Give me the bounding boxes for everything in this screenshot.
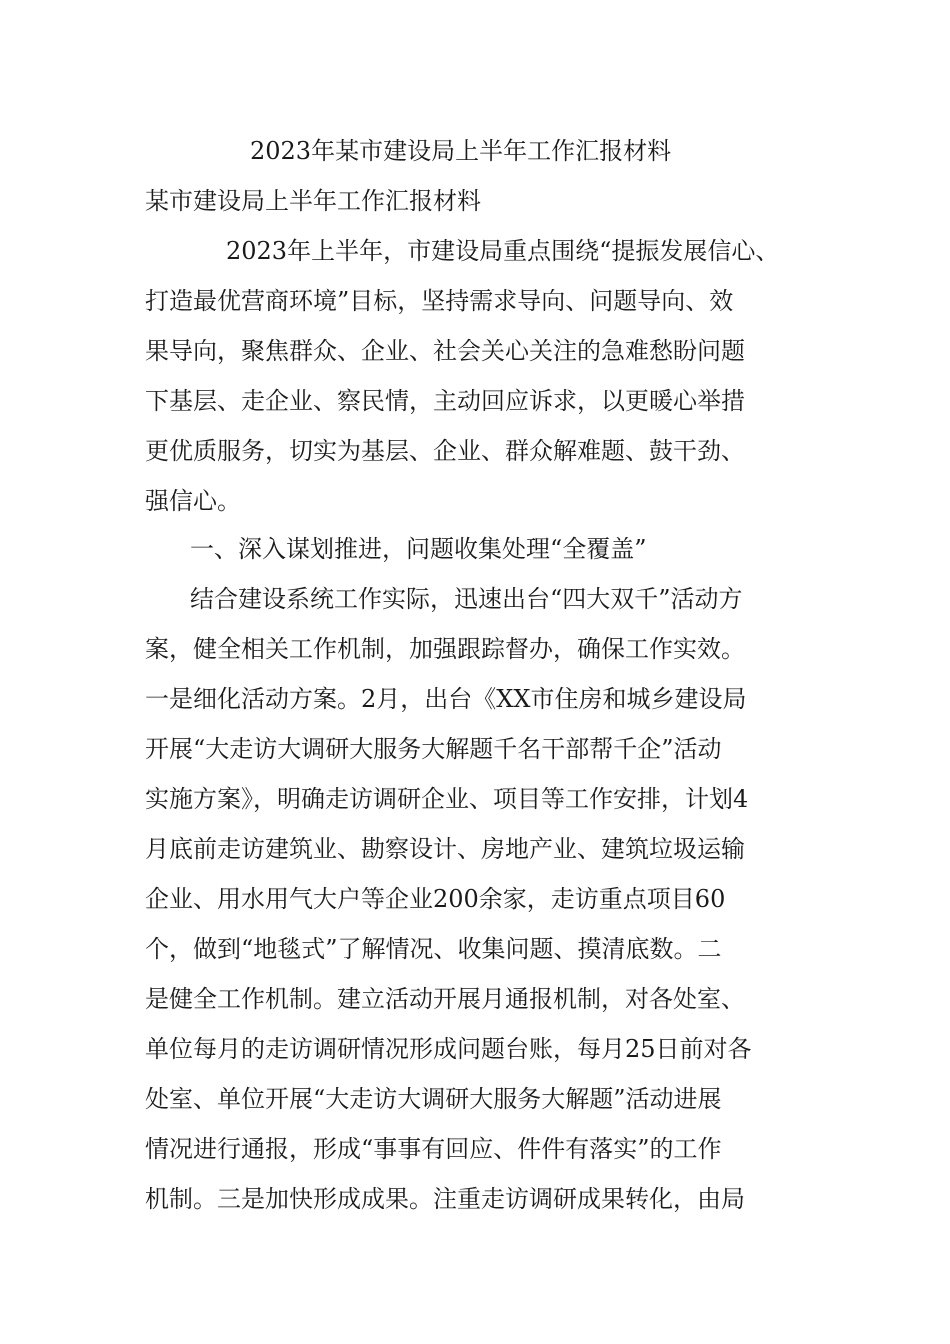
paragraph-line: 下基层、走企业、察民情，主动回应诉求，以更暖心举措: [145, 387, 745, 415]
paragraph-line: 果导向，聚焦群众、企业、社会关心关注的急难愁盼问题: [145, 337, 745, 365]
paragraph-line: 强信心。: [145, 487, 241, 515]
paragraph-line: 一是细化活动方案。2月，出台《XX市住房和城乡建设局: [145, 685, 747, 713]
paragraph-line: 企业、用水用气大户等企业200余家，走访重点项目60: [145, 885, 726, 913]
paragraph-line: 处室、单位开展“大走访大调研大服务大解题”活动进展: [145, 1085, 722, 1113]
document-title: 2023年某市建设局上半年工作汇报材料: [250, 137, 672, 165]
paragraph-line: 个，做到“地毯式”了解情况、收集问题、摸清底数。二: [145, 935, 722, 963]
section-heading: 一、深入谋划推进，问题收集处理“全覆盖”: [190, 535, 647, 563]
paragraph-line: 打造最优营商环境”目标，坚持需求导向、问题导向、效: [145, 287, 734, 315]
paragraph-line: 情况进行通报，形成“事事有回应、件件有落实”的工作: [145, 1135, 722, 1163]
paragraph-line: 是健全工作机制。建立活动开展月通报机制，对各处室、: [145, 985, 745, 1013]
paragraph-line: 更优质服务，切实为基层、企业、群众解难题、鼓干劲、: [145, 437, 745, 465]
paragraph-line: 机制。三是加快形成成果。注重走访调研成果转化，由局: [145, 1185, 745, 1213]
paragraph-line: 2023年上半年，市建设局重点围绕“提振发展信心、: [226, 237, 780, 265]
paragraph-line: 单位每月的走访调研情况形成问题台账，每月25日前对各: [145, 1035, 752, 1063]
paragraph-line: 月底前走访建筑业、勘察设计、房地产业、建筑垃圾运输: [145, 835, 745, 863]
paragraph-line: 案，健全相关工作机制，加强跟踪督办，确保工作实效。: [145, 635, 745, 663]
paragraph-line: 开展“大走访大调研大服务大解题千名干部帮千企”活动: [145, 735, 722, 763]
paragraph-line: 结合建设系统工作实际，迅速出台“四大双千”活动方: [190, 585, 743, 613]
document-subtitle: 某市建设局上半年工作汇报材料: [145, 187, 481, 215]
paragraph-line: 实施方案》，明确走访调研企业、项目等工作安排，计划4: [145, 785, 749, 813]
